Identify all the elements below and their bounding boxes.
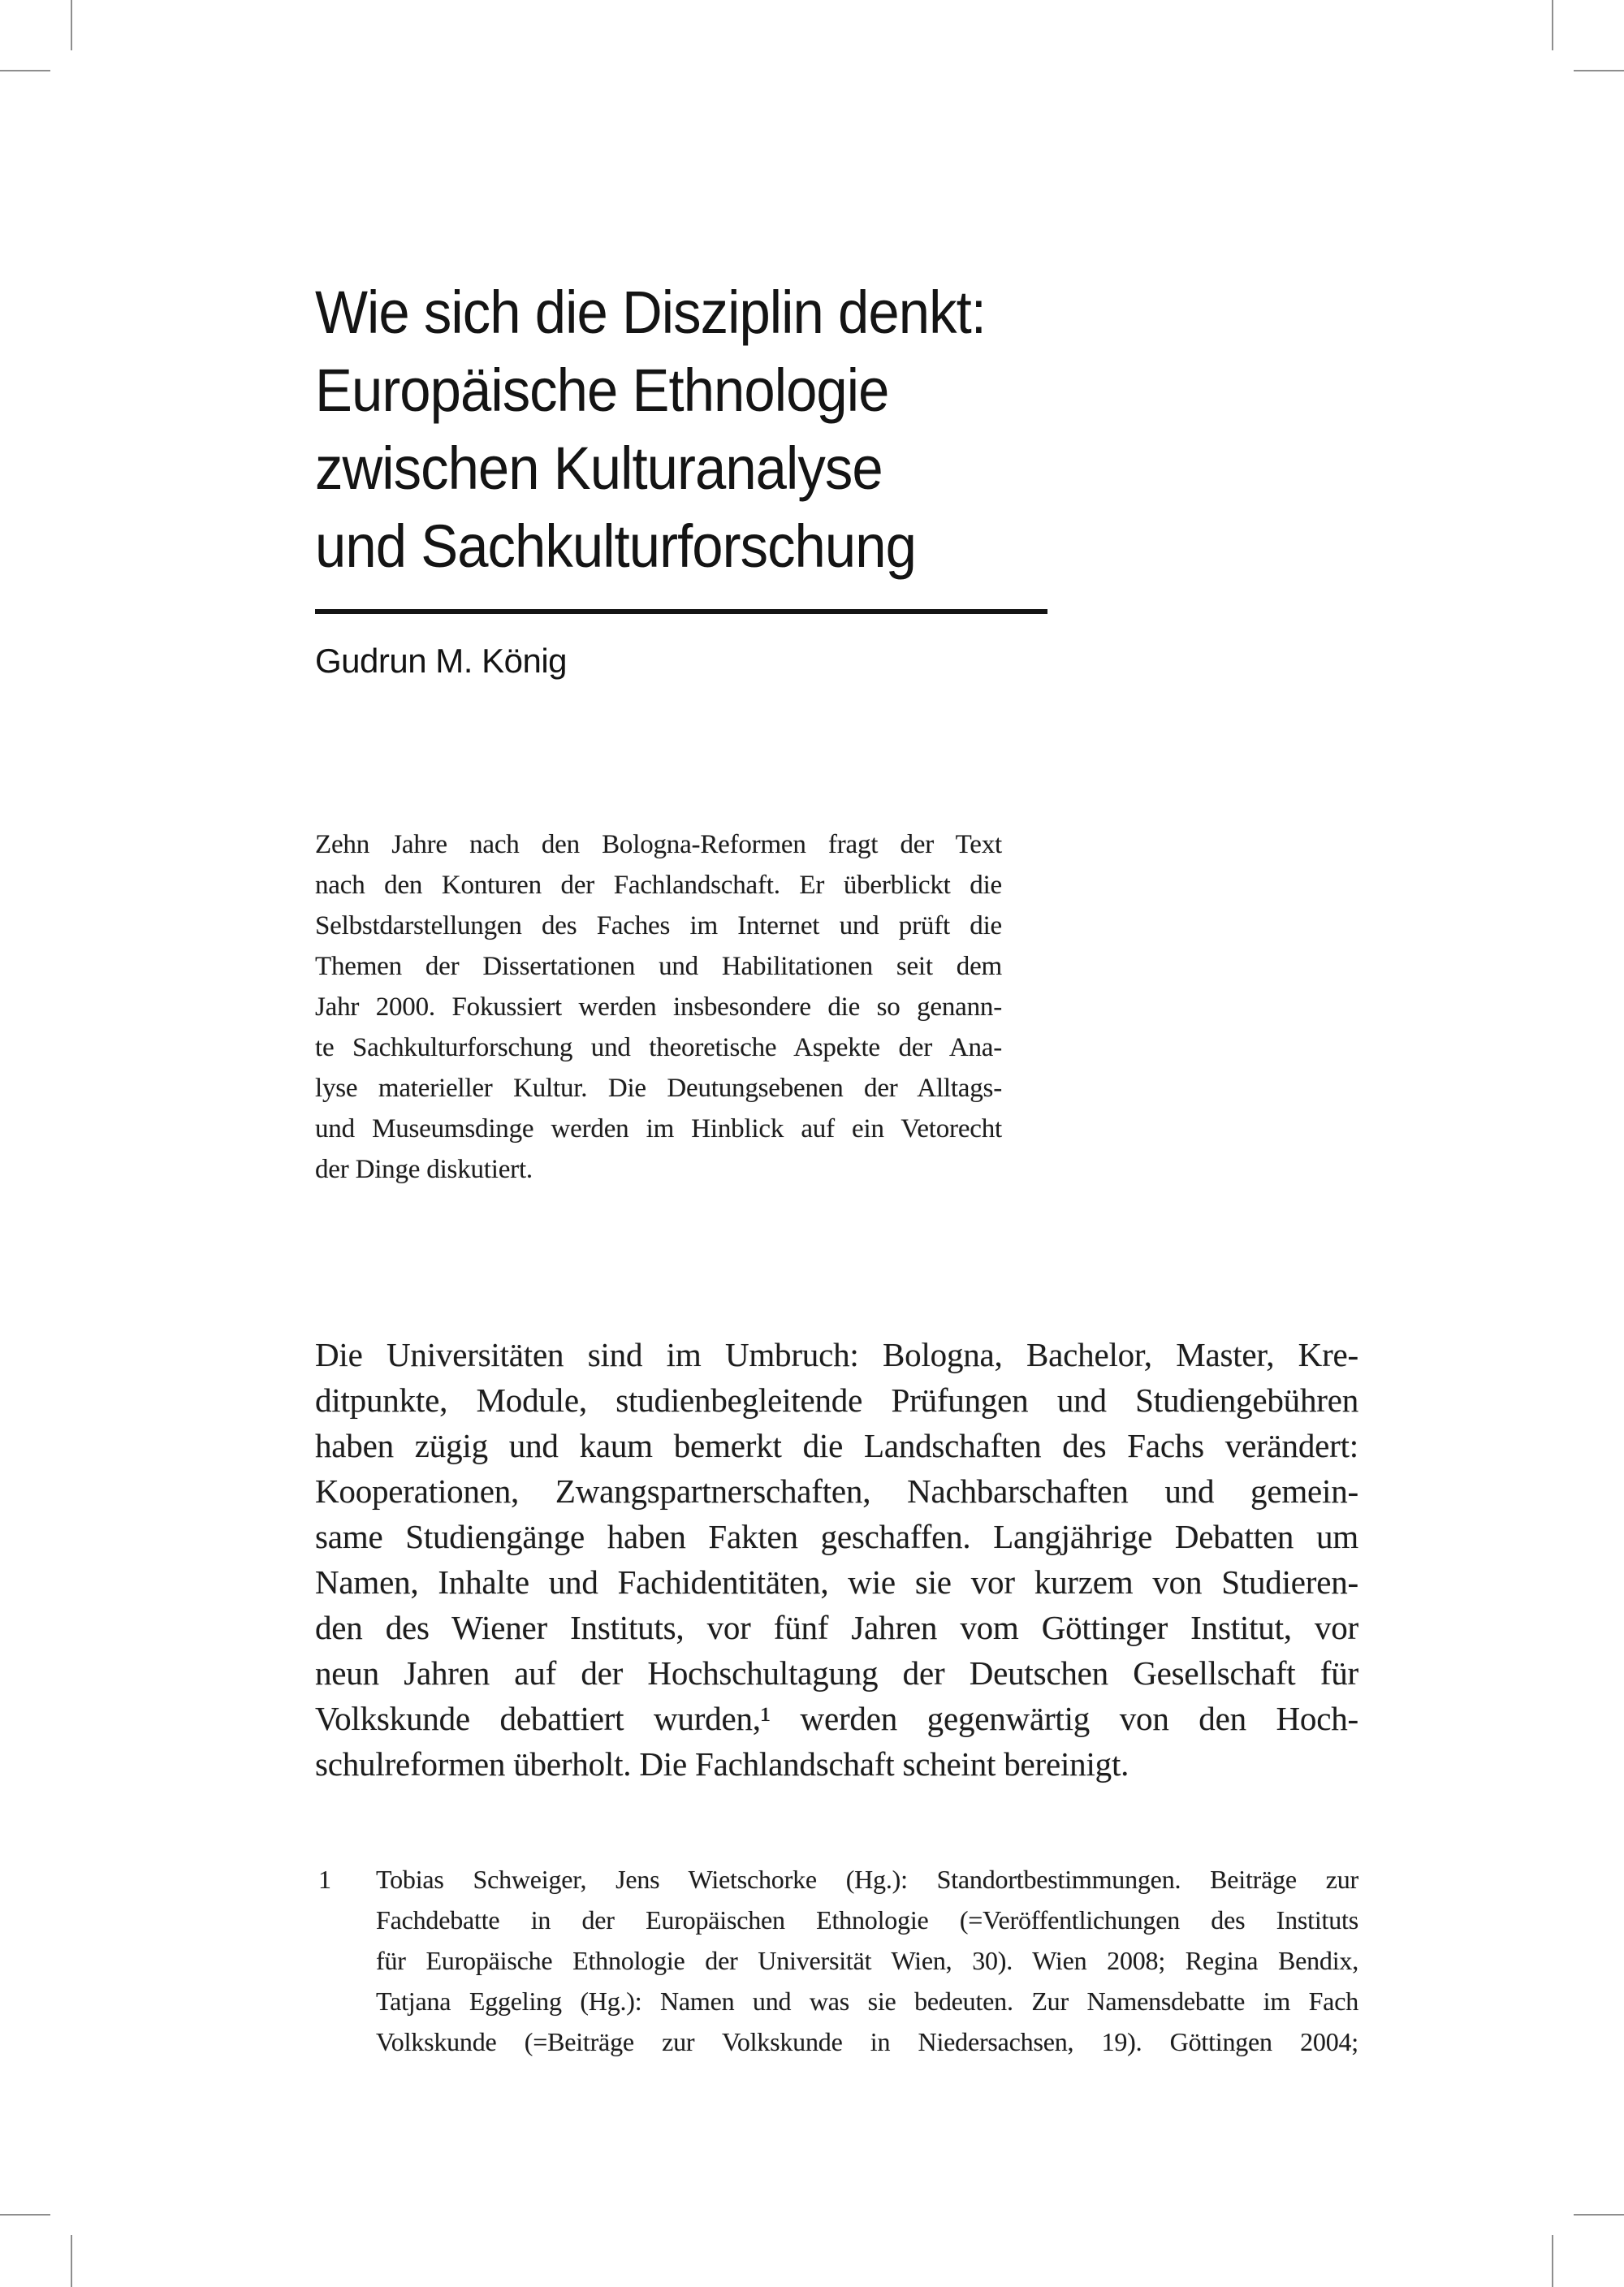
footnote-line: Tobias Schweiger, Jens Wietschorke (Hg.): Standortbestimmungen. Beiträge zur [376, 1865, 1358, 1894]
abstract-line: der Dinge diskutiert. [315, 1155, 533, 1184]
body-line: same Studiengänge haben Fakten geschaffen. Langjährige Debatten um [315, 1518, 1358, 1555]
abstract-line: Themen der Dissertationen und Habilitationen seit dem [315, 952, 1002, 981]
trim-mark-bottom-right-horizontal [1574, 2214, 1624, 2216]
body-line: Kooperationen, Zwangspartnerschaften, Nachbarschaften und gemein- [315, 1472, 1358, 1510]
abstract-line: lyse materieller Kultur. Die Deutungsebenen der Alltags- [315, 1074, 1002, 1103]
trim-mark-top-right-vertical [1552, 0, 1553, 50]
footnote-text [376, 1859, 1358, 2062]
abstract-line: te Sachkulturforschung und theoretische Aspekte der Ana- [315, 1033, 1002, 1062]
abstract-line: nach den Konturen der Fachlandschaft. Er überblickt die [315, 871, 1002, 900]
trim-mark-top-left-horizontal [0, 70, 50, 71]
body-line: den des Wiener Instituts, vor fünf Jahren vom Göttinger Institut, vor [315, 1609, 1358, 1646]
article-title [315, 274, 1289, 586]
body-line: schulreformen überholt. Die Fachlandschaft scheint bereinigt. [315, 1745, 1129, 1783]
trim-mark-top-left-vertical [71, 0, 72, 50]
abstract-line: und Museumsdinge werden im Hinblick auf ein Vetorecht [315, 1114, 1002, 1144]
article-title-line: zwischen Kulturanalyse [315, 434, 883, 502]
abstract-line: Jahr 2000. Fokussiert werden insbesondere die so genann- [315, 992, 1002, 1022]
footnote-line: Tatjana Eggeling (Hg.): Namen und was sie bedeuten. Zur Namensdebatte im Fach [376, 1987, 1358, 2016]
body-line: Die Universitäten sind im Umbruch: Bologna, Bachelor, Master, Kre- [315, 1336, 1358, 1373]
footnote-number: 1 [318, 1865, 331, 1894]
trim-mark-bottom-right-vertical [1552, 2235, 1553, 2287]
article-title-line: Wie sich die Disziplin denkt: [315, 279, 986, 346]
trim-mark-bottom-left-horizontal [0, 2214, 50, 2216]
footnote-line: Volkskunde (=Beiträge zur Volkskunde in Niedersachsen, 19). Göttingen 2004; [376, 2027, 1358, 2056]
body-line: Namen, Inhalte und Fachidentitäten, wie sie vor kurzem von Studieren- [315, 1563, 1358, 1601]
body-line: neun Jahren auf der Hochschultagung der Deutschen Gesellschaft für [315, 1654, 1358, 1692]
abstract-paragraph [315, 824, 1002, 1190]
body-paragraph [315, 1332, 1358, 1787]
author-name: Gudrun M. König [315, 642, 568, 680]
body-line: ditpunkte, Module, studienbegleitende Prüfungen und Studiengebühren [315, 1381, 1358, 1419]
title-rule [315, 609, 1047, 614]
body-line: Volkskunde debattiert wurden,¹ werden gegenwärtig von den Hoch- [315, 1700, 1358, 1737]
footnote-line: Fachdebatte in der Europäischen Ethnologie (=Veröffentlichungen des Instituts [376, 1905, 1358, 1935]
article-title-line: Europäische Ethnologie [315, 357, 889, 424]
trim-mark-top-right-horizontal [1574, 70, 1624, 71]
abstract-line: Zehn Jahre nach den Bologna-Reformen fragt der Text [315, 830, 1002, 859]
body-line: haben zügig und kaum bemerkt die Landschaften des Fachs verändert: [315, 1427, 1358, 1464]
footnote-line: für Europäische Ethnologie der Universität Wien, 30). Wien 2008; Regina Bendix, [376, 1946, 1358, 1975]
article-title-line: und Sachkulturforschung [315, 512, 916, 580]
trim-mark-bottom-left-vertical [71, 2235, 72, 2287]
abstract-line: Selbstdarstellungen des Faches im Internet und prüft die [315, 911, 1002, 940]
